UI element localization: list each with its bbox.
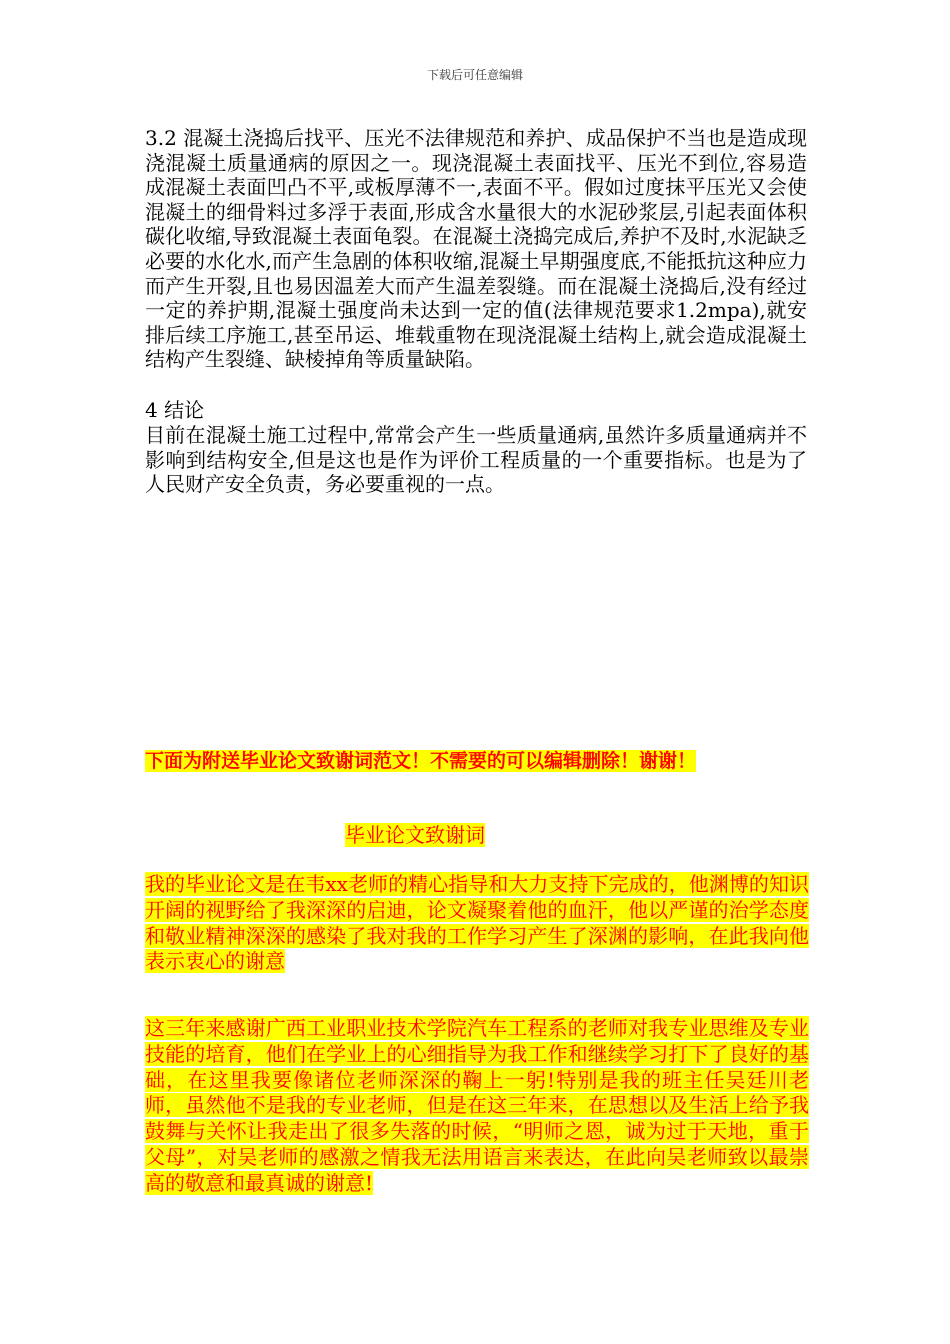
section-4-heading: 4 结论 — [145, 398, 205, 422]
appendix-notice-text: 下面为附送毕业论文致谢词范文！不需要的可以编辑删除！谢谢！ — [145, 750, 697, 772]
conclusion-paragraph: 目前在混凝土施工过程中,常常会产生一些质量通病,虽然许多质量通病并不影响到结构安全,但是这也是作为评价工程质量的一个重要指标。也是为了人民财产安全负责，务必要重视的一点。 — [145, 423, 807, 497]
acknowledgement-paragraph-2 — [145, 1016, 809, 1197]
appendix-notice — [145, 748, 815, 774]
page-header: 下载后可任意编辑 — [426, 68, 523, 82]
acknowledgement-paragraph-1 — [145, 872, 809, 975]
section-3-2-paragraph: 3.2 混凝土浇捣后找平、压光不法律规范和养护、成品保护不当也是造成现浇混凝土质量通病的原因之一。现浇混凝土表面找平、压光不到位,容易造成混凝土表面凹凸不平,或板厚薄不一,表面不平。假如过度抹平压光又会使混凝土的细骨料过多浮于表面,形成含水量很大的水泥砂浆层,引起表面体积碳化收缩,导致混凝土表面龟裂。在混凝土浇捣完成后,养护不及时,水泥缺乏必要的水化水,而产生急剧的体积收缩,混凝土早期强度底,不能抵抗这种应力而产生开裂,且也易因温差大而产生温差裂缝。而在混凝土浇捣后,没有经过一定的养护期,混凝土强度尚未达到一定的值(法律规范要求1.2mpa),就安排后续工序施工,甚至吊运、堆载重物在现浇混凝土结构上,就会造成混凝土结构产生裂缝、缺棱掉角等质量缺陷。 — [145, 126, 807, 372]
acknowledgement-paragraph-1-text: 我的毕业论文是在韦xx老师的精心指导和大力支持下完成的，他渊博的知识开阔的视野给了我深深的启迪，论文凝聚着他的血汗，他以严谨的治学态度和敬业精神深深的感染了我对我的工作学习产生了深渊的影响，在此我向他表示衷心的谢意 — [145, 872, 809, 974]
acknowledgement-title — [345, 822, 485, 848]
acknowledgement-paragraph-2-text: 这三年来感谢广西工业职业技术学院汽车工程系的老师对我专业思维及专业技能的培育，他们在学业上的心细指导为我工作和继续学习打下了良好的基础，在这里我要像诸位老师深深的鞠上一躬!特别是我的班主任吴廷川老师，虽然他不是我的专业老师，但是在这三年来，在思想以及生活上给予我鼓舞与关怀让我走出了很多失落的时候，“明师之恩，诚为过于天地，重于父母”，对吴老师的感激之情我无法用语言来表达，在此向吴老师致以最崇高的敬意和最真诚的谢意! — [145, 1016, 809, 1195]
acknowledgement-title-text: 毕业论文致谢词 — [345, 823, 485, 847]
